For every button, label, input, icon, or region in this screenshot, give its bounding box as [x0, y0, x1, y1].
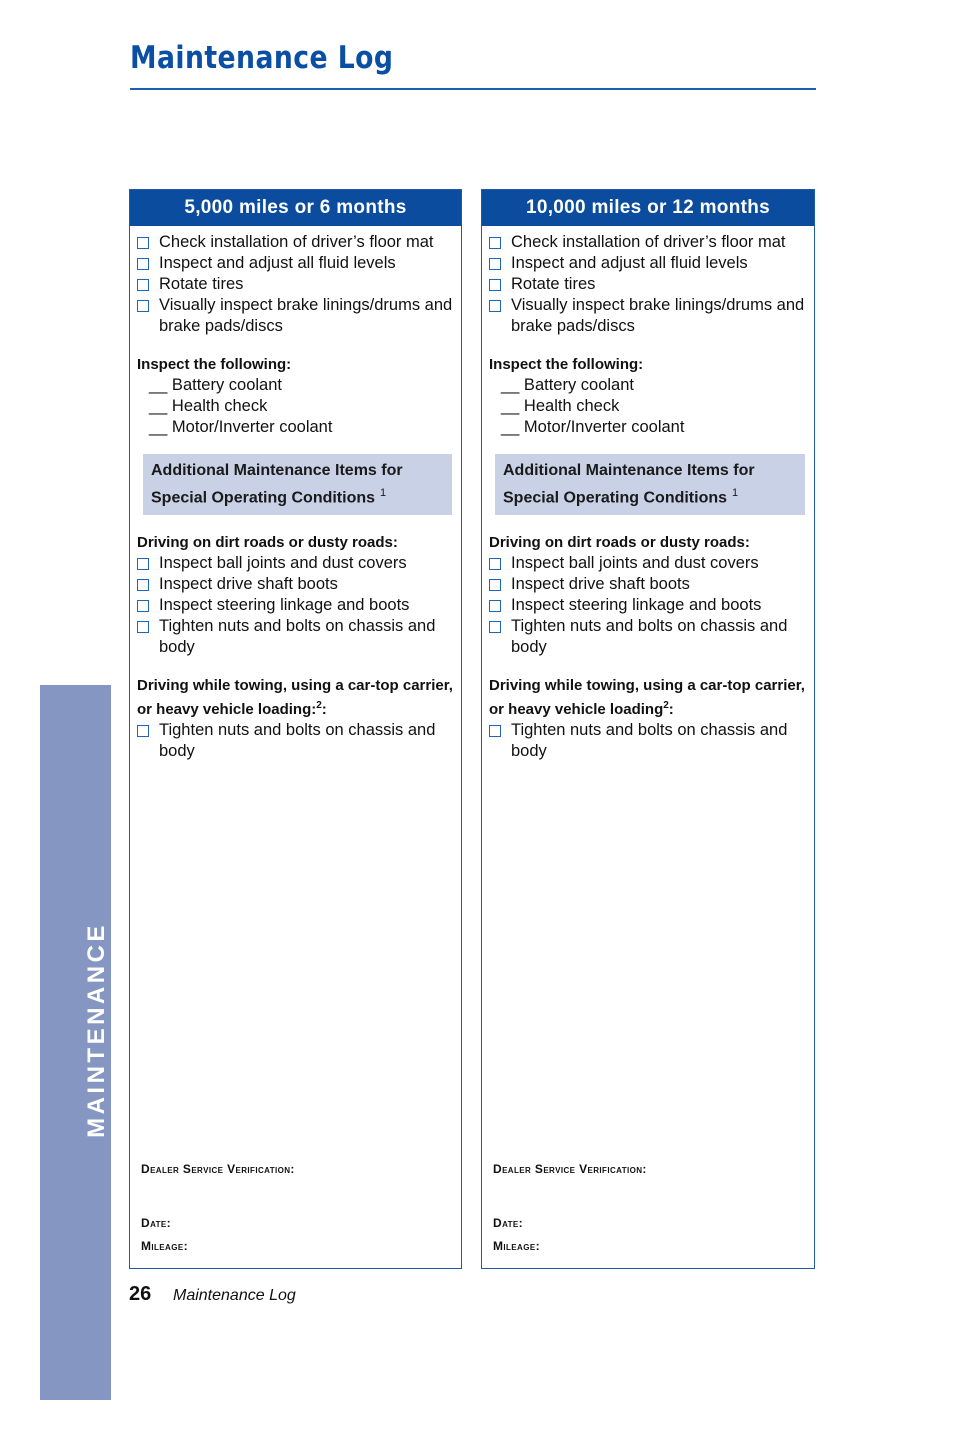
additional-items-banner: Additional Maintenance Items for Special Operating Conditions $^1$ — [143, 454, 452, 515]
checkbox-icon[interactable] — [137, 621, 149, 633]
inspect-item: __ Motor/Inverter coolant — [149, 418, 333, 436]
towing-heading: Driving while towing, using a car-top carrier, or heavy vehicle loading$^2$: — [489, 677, 805, 719]
service-checklist — [137, 232, 454, 337]
checklist-item[interactable]: Inspect drive shaft boots — [137, 574, 454, 595]
checkbox-icon[interactable] — [137, 600, 149, 612]
checkbox-icon[interactable] — [489, 621, 501, 633]
inspect-heading: Inspect the following: — [489, 356, 644, 373]
checkbox-icon[interactable] — [489, 300, 501, 312]
column-header: 10,000 miles or 12 months — [482, 190, 814, 226]
maintenance-column-5000 — [129, 189, 462, 1269]
checkbox-icon[interactable] — [489, 725, 501, 737]
mileage-label: Mileage: — [493, 1239, 540, 1253]
checkbox-icon[interactable] — [489, 579, 501, 591]
checkbox-icon[interactable] — [137, 300, 149, 312]
inspect-item: __ Health check — [149, 397, 268, 415]
inspect-item: __ Health check — [501, 397, 620, 415]
checklist-item[interactable]: Check installation of driver’s floor mat — [137, 232, 454, 253]
checkbox-icon[interactable] — [489, 279, 501, 291]
page-title: Maintenance Log — [130, 40, 394, 76]
checkbox-icon[interactable] — [489, 237, 501, 249]
checklist-item[interactable]: Tighten nuts and bolts on chassis and body — [489, 720, 807, 762]
dirt-roads-heading: Driving on dirt roads or dusty roads: — [489, 534, 750, 552]
inspect-item: __ Battery coolant — [501, 376, 634, 394]
checkbox-icon[interactable] — [137, 579, 149, 591]
checklist-item[interactable]: Tighten nuts and bolts on chassis and body — [137, 720, 454, 762]
checkbox-icon[interactable] — [137, 725, 149, 737]
checklist-item[interactable]: Inspect steering linkage and boots — [489, 595, 807, 616]
checklist-item[interactable]: Inspect ball joints and dust covers — [137, 553, 454, 574]
towing-checklist — [137, 720, 454, 762]
date-label: Date: — [141, 1216, 172, 1230]
checkbox-icon[interactable] — [489, 558, 501, 570]
checklist-item[interactable]: Inspect steering linkage and boots — [137, 595, 454, 616]
section-tab-label: MAINTENANCE — [83, 922, 110, 1138]
column-header: 5,000 miles or 6 months — [130, 190, 461, 226]
checkbox-icon[interactable] — [137, 279, 149, 291]
footnote-marker: 2 — [663, 700, 669, 712]
checklist-item[interactable]: Inspect and adjust all fluid levels — [489, 253, 807, 274]
checkbox-icon[interactable] — [489, 258, 501, 270]
inspect-heading: Inspect the following: — [137, 356, 292, 373]
inspect-item: __ Battery coolant — [149, 376, 282, 394]
checklist-item[interactable]: Rotate tires — [489, 274, 807, 295]
inspect-list — [489, 375, 807, 438]
service-checklist — [489, 232, 807, 337]
checklist-item[interactable]: Visually inspect brake linings/drums and brake pads/discs — [489, 295, 807, 337]
checkbox-icon[interactable] — [137, 258, 149, 270]
checklist-item[interactable]: Tighten nuts and bolts on chassis and body — [137, 616, 454, 658]
checklist-item[interactable]: Inspect ball joints and dust covers — [489, 553, 807, 574]
maintenance-column-10000 — [481, 189, 815, 1269]
inspect-item: __ Motor/Inverter coolant — [501, 418, 685, 436]
checklist-item[interactable]: Check installation of driver’s floor mat — [489, 232, 807, 253]
footnote-marker: 2 — [316, 700, 322, 712]
checklist-item[interactable]: Tighten nuts and bolts on chassis and body — [489, 616, 807, 658]
checkbox-icon[interactable] — [489, 600, 501, 612]
mileage-label: Mileage: — [141, 1239, 188, 1253]
checkbox-icon[interactable] — [137, 237, 149, 249]
dirt-roads-heading: Driving on dirt roads or dusty roads: — [137, 534, 398, 552]
page-number: 26 — [129, 1283, 152, 1305]
checkbox-icon[interactable] — [137, 558, 149, 570]
checklist-item[interactable]: Inspect and adjust all fluid levels — [137, 253, 454, 274]
additional-items-banner: Additional Maintenance Items for Special Operating Conditions $^1$ — [495, 454, 805, 515]
footnote-marker: 1 — [732, 487, 739, 499]
date-label: Date: — [493, 1216, 524, 1230]
inspect-list — [137, 375, 454, 438]
towing-checklist — [489, 720, 807, 762]
dirt-roads-checklist — [489, 553, 807, 658]
footnote-marker: 1 — [380, 487, 387, 499]
checklist-item[interactable]: Rotate tires — [137, 274, 454, 295]
dirt-roads-checklist — [137, 553, 454, 658]
footer-label: Maintenance Log — [173, 1287, 296, 1304]
towing-heading: Driving while towing, using a car-top carrier, or heavy vehicle loading:$^2$: — [137, 677, 453, 719]
dealer-verification-label: Dealer Service Verification: — [493, 1162, 647, 1176]
dealer-verification-label: Dealer Service Verification: — [141, 1162, 295, 1176]
checklist-item[interactable]: Inspect drive shaft boots — [489, 574, 807, 595]
checklist-item[interactable]: Visually inspect brake linings/drums and brake pads/discs — [137, 295, 454, 337]
title-divider — [130, 88, 816, 90]
